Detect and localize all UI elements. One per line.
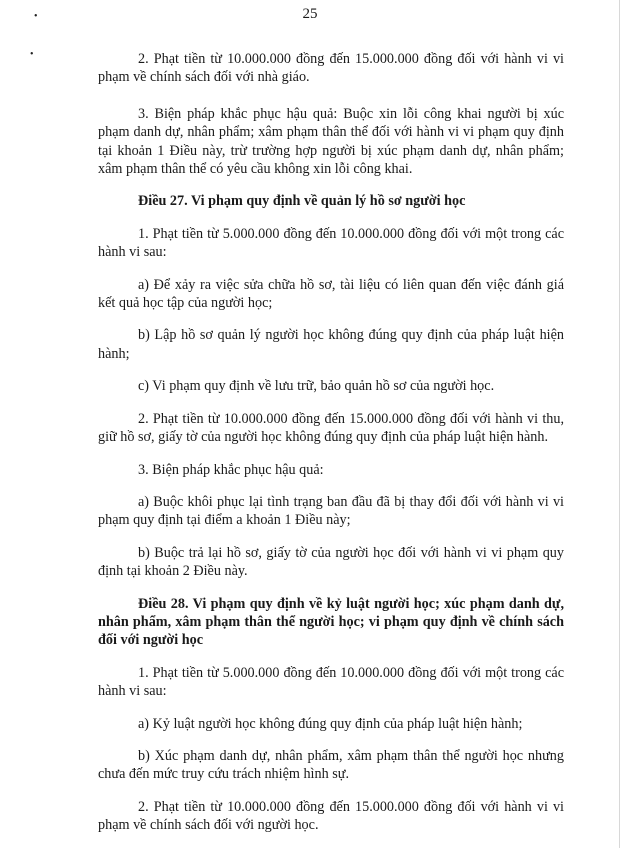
paragraph: 3. Biện pháp khắc phục hậu quả: Buộc xin lỗi công khai người bị xúc phạm danh dự, nhân phẩm; xâm phạm thân thể đối với hành vi vi phạm quy định tại khoản 1 Điều này, trừ trường hợp người bị xúc phạm danh dự, nhân phẩm; xâm phạm thân thể có yêu cầu không xin lỗi công khai. xyxy=(98,105,564,178)
article-heading: Điều 28. Vi phạm quy định về kỷ luật người học; xúc phạm danh dự, nhân phẩm, xâm phạm thân thể người học; vi phạm quy định về chính sách đối với người học xyxy=(98,595,564,649)
paragraph: a) Buộc khôi phục lại tình trạng ban đầu đã bị thay đổi đối với hành vi vi phạm quy định tại điểm a khoản 1 Điều này; xyxy=(98,493,564,529)
paragraph: 1. Phạt tiền từ 5.000.000 đồng đến 10.000.000 đồng đối với một trong các hành vi sau: xyxy=(98,225,564,261)
margin-dot-mark: • xyxy=(34,11,38,22)
paragraph: b) Buộc trả lại hồ sơ, giấy tờ của người học đối với hành vi vi phạm quy định tại khoản 2 Điều này. xyxy=(98,544,564,580)
margin-dot-mark: • xyxy=(30,49,34,60)
paragraph: a) Để xảy ra việc sửa chữa hồ sơ, tài liệu có liên quan đến việc đánh giá kết quả học tập của người học; xyxy=(98,276,564,312)
paragraph: c) Vi phạm quy định về lưu trữ, bảo quản hồ sơ của người học. xyxy=(138,378,495,395)
article-heading: Điều 27. Vi phạm quy định về quản lý hồ sơ người học xyxy=(138,193,466,210)
paragraph: 2. Phạt tiền từ 10.000.000 đồng đến 15.000.000 đồng đối với hành vi thu, giữ hồ sơ, giấy tờ của người học không đúng quy định của pháp luật hiện hành. xyxy=(98,410,564,446)
document-body xyxy=(98,50,564,835)
paragraph: b) Xúc phạm danh dự, nhân phẩm, xâm phạm thân thể người học nhưng chưa đến mức truy cứu trách nhiệm hình sự. xyxy=(98,747,564,783)
paragraph: 3. Biện pháp khắc phục hậu quả: xyxy=(138,461,324,478)
paragraph: 2. Phạt tiền từ 10.000.000 đồng đến 15.000.000 đồng đối với hành vi vi phạm về chính sách đối với người học. xyxy=(98,798,564,834)
paragraph: a) Kỷ luật người học không đúng quy định của pháp luật hiện hành; xyxy=(138,715,523,732)
paragraph: 2. Phạt tiền từ 10.000.000 đồng đến 15.000.000 đồng đối với hành vi vi phạm về chính sách đối với nhà giáo. xyxy=(98,51,564,86)
paragraph: b) Lập hồ sơ quản lý người học không đúng quy định của pháp luật hiện hành; xyxy=(98,327,564,362)
paragraph: 1. Phạt tiền từ 5.000.000 đồng đến 10.000.000 đồng đối với một trong các hành vi sau: xyxy=(98,664,564,700)
page-number: 25 xyxy=(302,6,318,22)
